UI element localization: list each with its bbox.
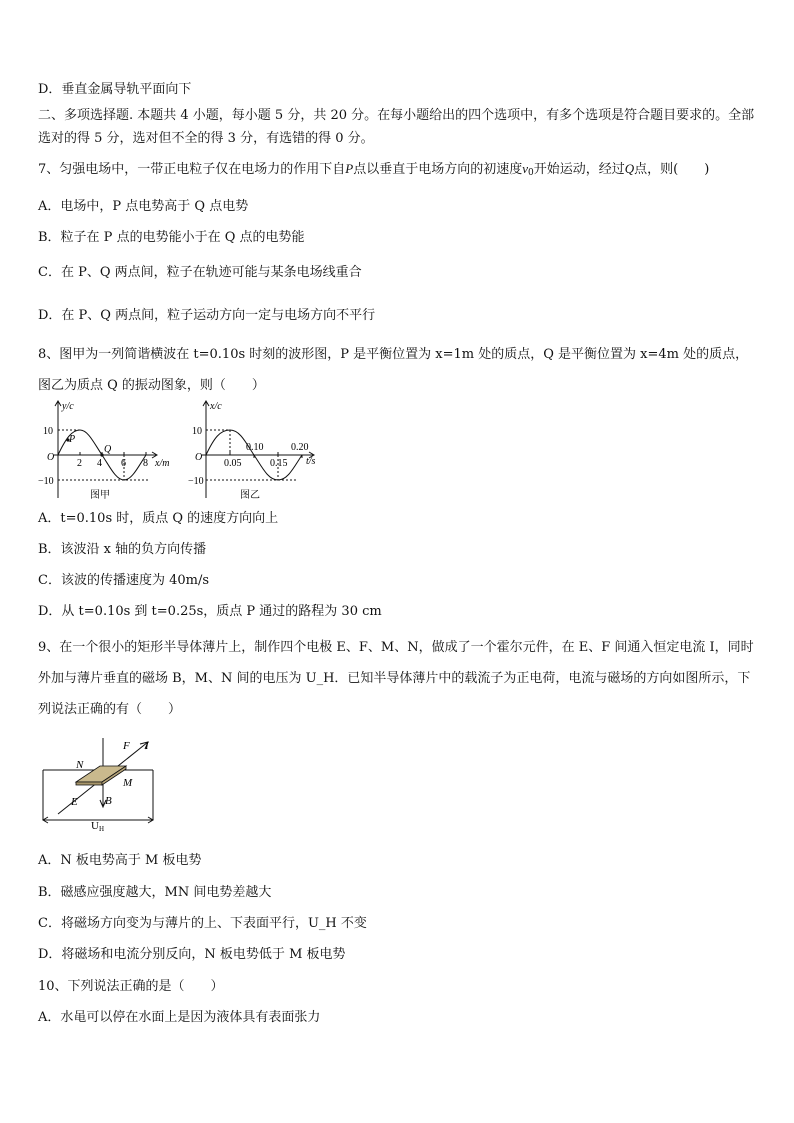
fig2-tick: 0.15 bbox=[270, 458, 288, 469]
fig1-origin: O bbox=[47, 452, 55, 463]
q7-option-b: B．粒子在 P 点的电势能小于在 Q 点的电势能 bbox=[38, 230, 305, 245]
q7-option-a: A．电场中，P 点电势高于 Q 点电势 bbox=[38, 199, 249, 214]
fig2-caption: 图乙 bbox=[240, 490, 260, 501]
q8-option-c: C．该波的传播速度为 40m/s bbox=[38, 573, 209, 588]
fig1-ytop: 10 bbox=[43, 426, 53, 437]
hall-element-figure bbox=[38, 736, 163, 831]
wave-figure-jia bbox=[38, 398, 183, 502]
section-2-header: 二、多项选择题. 本题共 4 小题，每小题 5 分，共 20 分。在每小题给出的四个选项中，有多个选项是符合题目要求的。全部选对的得 5 分，选对但不全的得 3 分，有选错的得 0 分。 bbox=[38, 108, 755, 146]
label-e: E bbox=[71, 796, 78, 808]
fig2-tick: 0.20 bbox=[291, 442, 309, 453]
q8-option-d: D．从 t=0.10s 到 t=0.25s，质点 P 通过的路程为 30 cm bbox=[38, 604, 382, 619]
label-m: M bbox=[123, 777, 133, 789]
q9-option-a: A．N 板电势高于 M 板电势 bbox=[38, 853, 202, 868]
option-d-prev: D．垂直金属导轨平面向下 bbox=[38, 82, 192, 97]
label-i: I bbox=[145, 740, 149, 752]
q9-stem: 9、在一个很小的矩形半导体薄片上，制作四个电极 E、F、M、N，做成了一个霍尔元件，在 E、F 间通入恒定电流 I，同时外加与薄片垂直的磁场 B，M、N 间的电压为 U_H．已知半导体薄片中的载流子为正电荷，电流与磁场的方向如图所示，下列说法正确的有（ ） bbox=[38, 640, 754, 717]
fig1-tick: 2 bbox=[77, 458, 82, 469]
fig2-ybot: −10 bbox=[188, 476, 204, 487]
vibration-figure-yi bbox=[188, 398, 323, 502]
fig2-ylabel: x/c bbox=[210, 401, 222, 412]
q8-option-b: B．该波沿 x 轴的负方向传播 bbox=[38, 542, 207, 557]
fig2-ytop: 10 bbox=[192, 426, 202, 437]
q8-option-a: A．t=0.10s 时，质点 Q 的速度方向向上 bbox=[38, 511, 279, 526]
fig1-tick: 6 bbox=[121, 458, 126, 469]
fig2-tick: 0.05 bbox=[224, 458, 242, 469]
fig2-tick: 0.10 bbox=[246, 442, 264, 453]
q9-option-c: C．将磁场方向变为与薄片的上、下表面平行，U_H 不变 bbox=[38, 916, 367, 931]
fig2-origin: O bbox=[195, 452, 203, 463]
q7-option-d: D．在 P、Q 两点间，粒子运动方向一定与电场方向不平行 bbox=[38, 308, 376, 323]
fig1-caption: 图甲 bbox=[90, 490, 110, 501]
label-uh: UH bbox=[91, 820, 105, 831]
q7-option-c: C．在 P、Q 两点间，粒子在轨迹可能与某条电场线重合 bbox=[38, 265, 362, 280]
fig2-xlabel: t/s bbox=[306, 456, 316, 467]
q10-stem: 10、下列说法正确的是（ ） bbox=[38, 979, 224, 994]
q7-stem: 7、匀强电场中，一带正电粒子仅在电场力的作用下自P点以垂直于电场方向的初速度$v_0$开始运动，经过Q点，则( ) bbox=[38, 161, 710, 178]
fig1-tick: 8 bbox=[143, 458, 148, 469]
label-b: B bbox=[105, 795, 112, 807]
q9-option-b: B．磁感应强度越大，MN 间电势差越大 bbox=[38, 885, 272, 900]
fig1-xlabel: x/m bbox=[155, 458, 170, 469]
fig1-ybot: −10 bbox=[38, 476, 54, 487]
fig1-tick: 4 bbox=[97, 458, 102, 469]
label-f: F bbox=[123, 740, 130, 752]
q9-option-d: D．将磁场和电流分别反向，N 板电势低于 M 板电势 bbox=[38, 947, 346, 962]
fig1-ylabel: y/c bbox=[62, 401, 74, 412]
q10-option-a: A．水黾可以停在水面上是因为液体具有表面张力 bbox=[38, 1010, 321, 1025]
q8-stem: 8、图甲为一列简谐横波在 t=0.10s 时刻的波形图，P 是平衡位置为 x=1m 处的质点，Q 是平衡位置为 x=4m 处的质点，图乙为质点 Q 的振动图象，则（ ） bbox=[38, 347, 749, 393]
fig1-q-label: Q bbox=[104, 444, 112, 455]
fig1-p-label: P bbox=[69, 434, 76, 445]
label-n: N bbox=[76, 759, 84, 771]
